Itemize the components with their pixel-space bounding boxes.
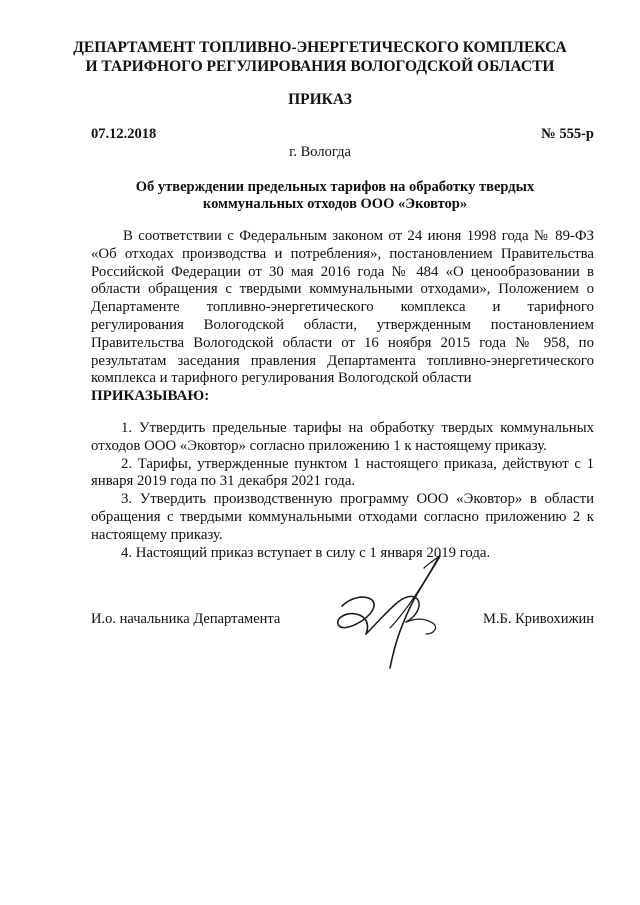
subject-line-1: Об утверждении предельных тарифов на обработку твердых <box>135 179 535 195</box>
order-item: 4. Настоящий приказ вступает в силу с 1 января 2019 года. <box>121 544 491 561</box>
decree-word: ПРИКАЗЫВАЮ: <box>91 388 210 404</box>
order-item: 3. Утвердить производственную программу ООО «Эковтор» в области обращения с твердыми коммунальными отходами согласно приложению 2 к настоящему приказу. <box>91 491 594 543</box>
subject-line-2: коммунальных отходов ООО «Эковтор» <box>202 196 468 212</box>
order-date: 07.12.2018 <box>91 126 157 142</box>
handwritten-signature <box>320 548 480 678</box>
signatory-name: М.Б. Кривохижин <box>483 611 594 627</box>
order-number: № 555-р <box>541 126 594 142</box>
header-line-2: И ТАРИФНОГО РЕГУЛИРОВАНИЯ ВОЛОГОДСКОЙ ОБЛАСТИ <box>85 58 555 75</box>
signatory-position: И.о. начальника Департамента <box>91 611 281 627</box>
order-item: 1. Утвердить предельные тарифы на обработку твердых коммунальных отходов ООО «Эковтор» согласно приложению 1 к настоящему приказу. <box>91 420 594 454</box>
order-title: ПРИКАЗ <box>288 91 352 108</box>
order-subject <box>120 179 550 213</box>
preamble-paragraph: В соответствии с Федеральным законом от 24 июня 1998 года № 89-ФЗ «Об отходах производства и потребления», постановлением Правительства Российской Федерации от 30 мая 2016 года № 484 «О ценообразовании в области обращения с твердыми коммунальными отходами», Положением о Департаменте топливно-энергетического комплекса и тарифного регулирования Вологодской области, утвержденным постановлением Правительства Вологодской области от 16 ноября 2015 года № 958, по результатам заседания правления Департамента топливно-энергетического комплекса и тарифного регулирования Вологодской области <box>91 228 594 387</box>
order-city: г. Вологда <box>289 144 351 160</box>
header-line-1: ДЕПАРТАМЕНТ ТОПЛИВНО-ЭНЕРГЕТИЧЕСКОГО КОМПЛЕКСА <box>73 39 567 56</box>
order-item: 2. Тарифы, утвержденные пунктом 1 настоящего приказа, действуют с 1 января 2019 года по 31 декабря 2021 года. <box>91 455 594 490</box>
department-header <box>0 38 640 76</box>
order-items <box>91 420 594 562</box>
